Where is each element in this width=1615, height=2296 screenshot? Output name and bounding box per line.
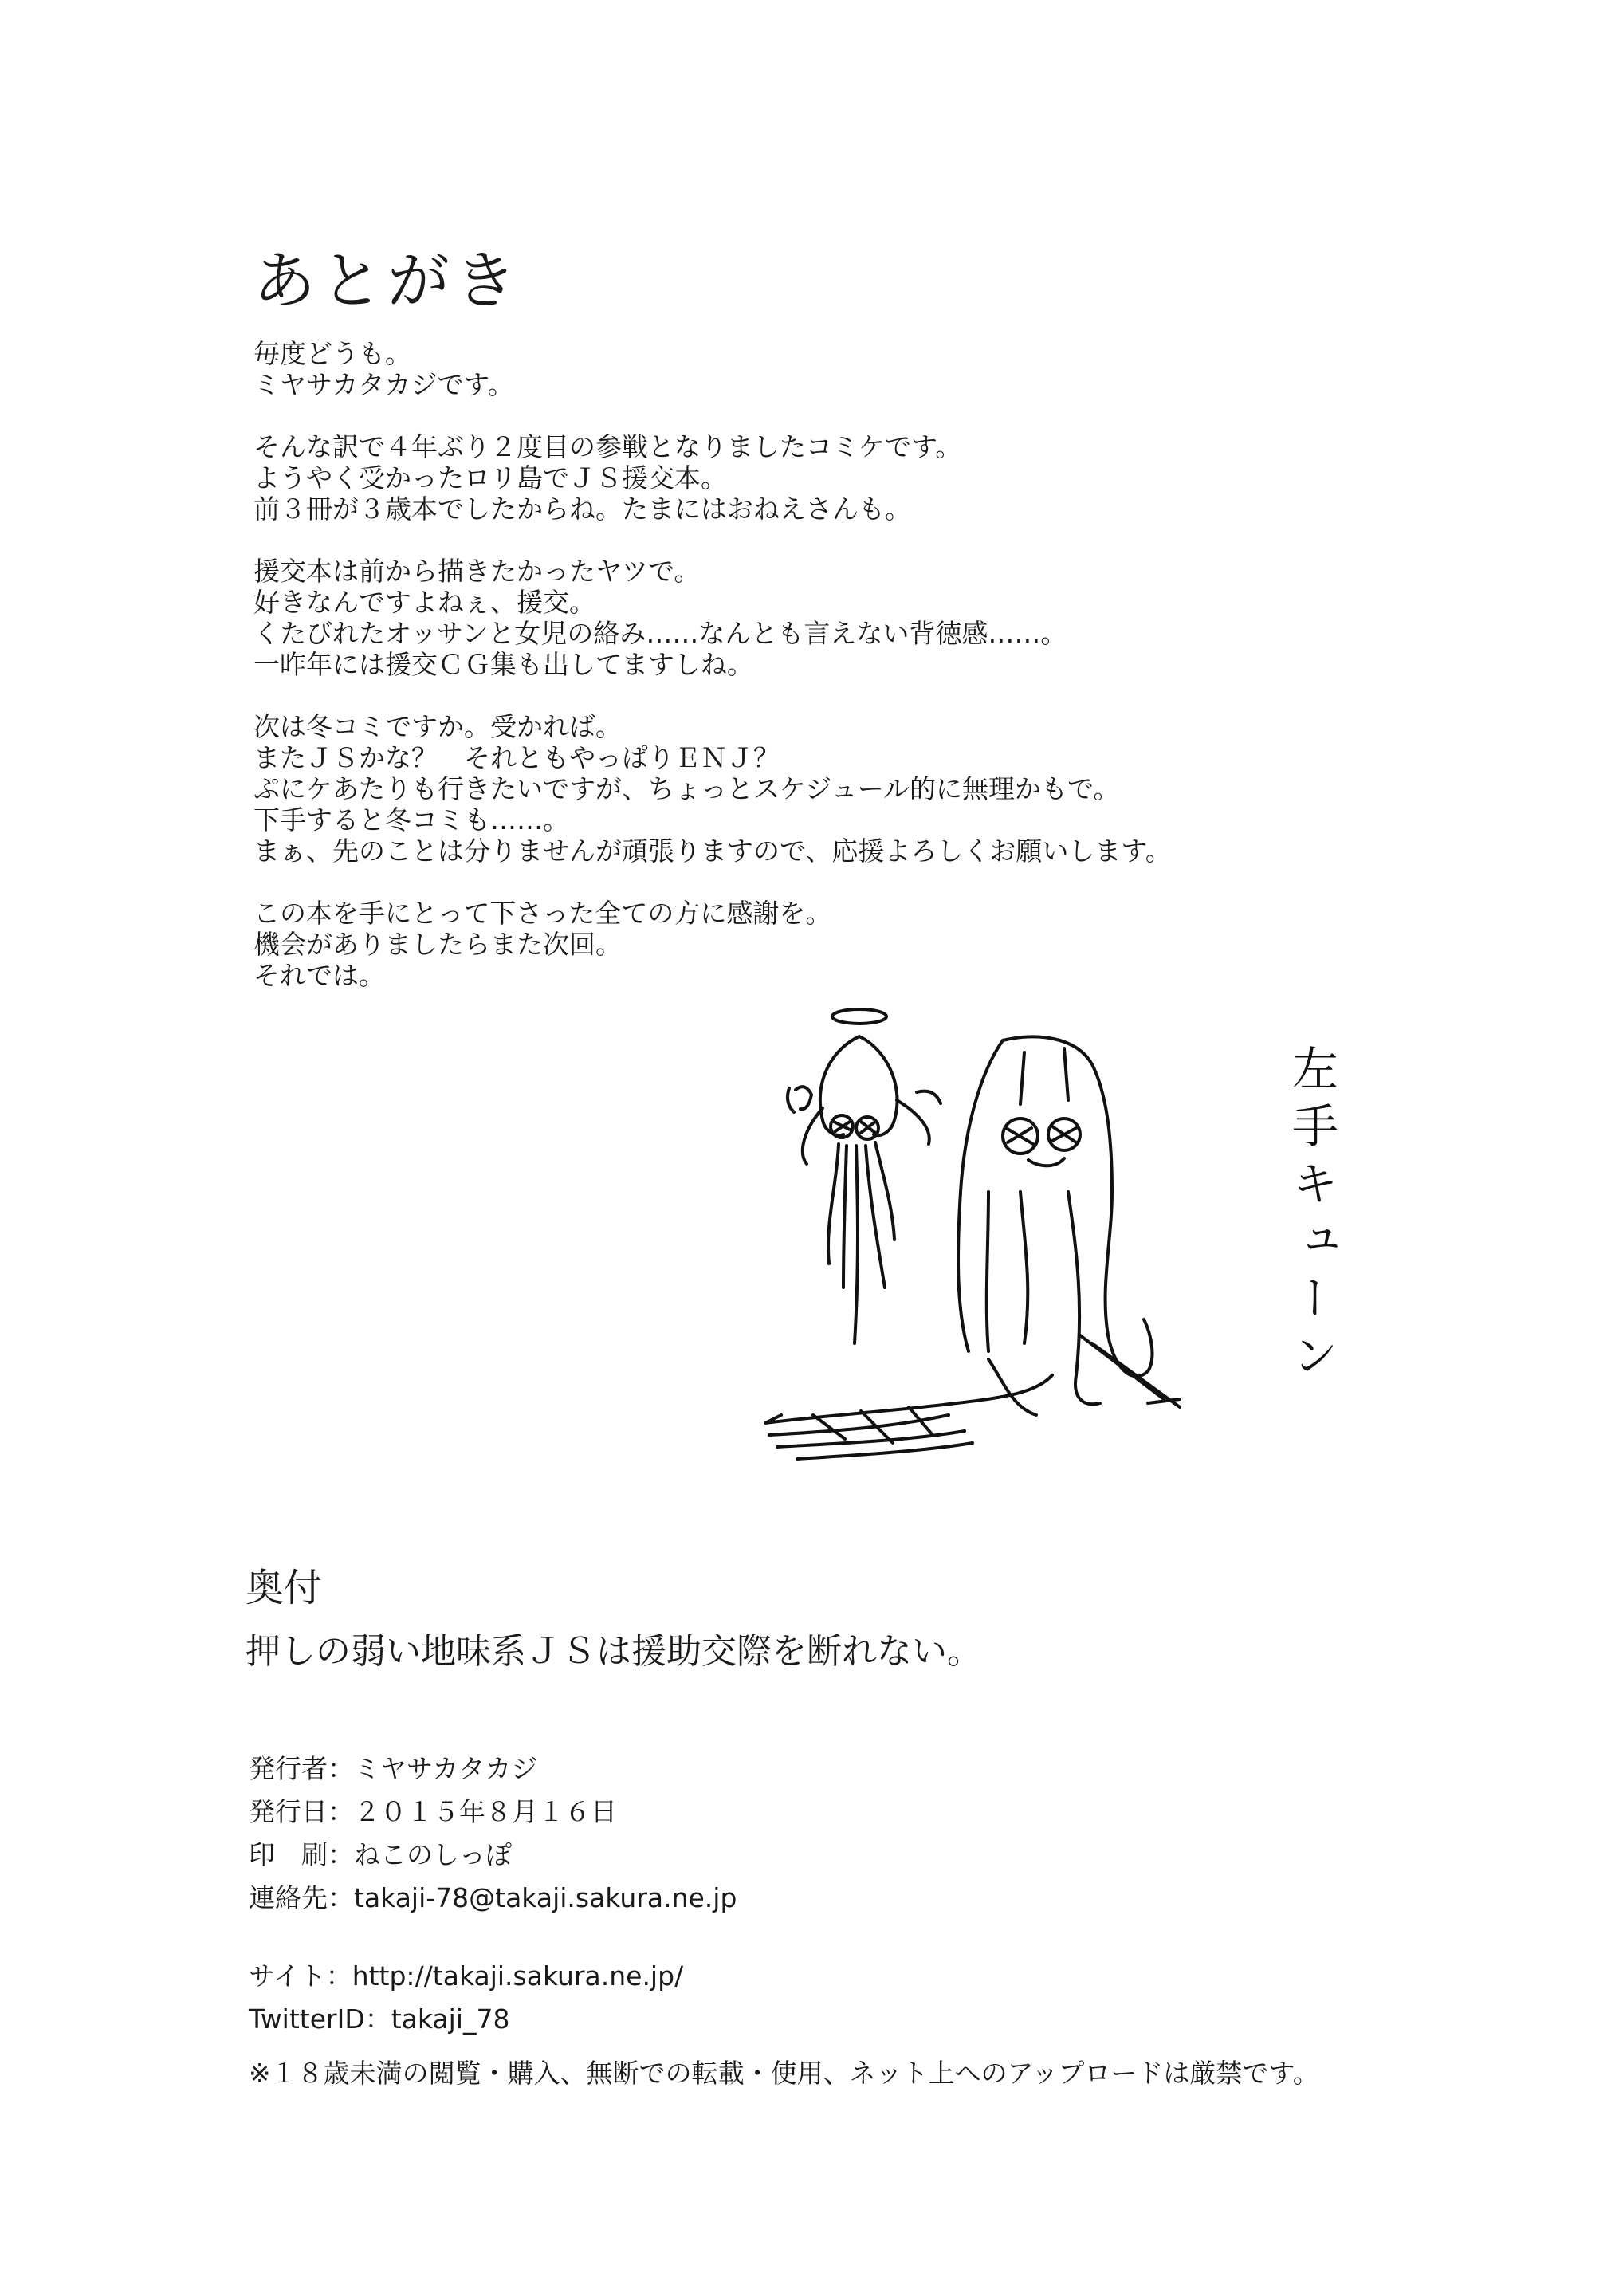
twitter-line: TwitterID：takaji_78 bbox=[249, 2003, 510, 2035]
afterword-line: ミヤサカタカジです。 bbox=[253, 369, 514, 400]
afterword-paragraph bbox=[253, 431, 1497, 525]
scribble-left bbox=[788, 1087, 811, 1112]
afterword-line: 好きなんですよねぇ、援交。 bbox=[253, 587, 595, 618]
right-figure-eyes bbox=[1003, 1119, 1080, 1166]
afterword-line: ぷにケあたりも行きたいですが、ちょっとスケジュール的に無理かもで。 bbox=[253, 773, 1120, 804]
afterword-line: 前３冊が３歳本でしたからね。たまにはおねえさんも。 bbox=[253, 493, 911, 525]
afterword-heading: あとがき bbox=[253, 246, 522, 318]
left-figure-tentacles bbox=[828, 1142, 894, 1343]
colophon-heading: 奥付 bbox=[246, 1566, 323, 1610]
afterword-line: 一昨年には援交ＣＧ集も出してますしね。 bbox=[253, 649, 753, 680]
publisher-line: 発行者：ミヤサカタカジ bbox=[249, 1753, 538, 1784]
afterword-line: 援交本は前から描きたかったヤツで。 bbox=[253, 556, 701, 587]
colophon-details bbox=[249, 1748, 737, 2041]
afterword-line: それでは。 bbox=[253, 960, 385, 991]
halo-icon bbox=[832, 1009, 886, 1024]
afterword-line: 毎度どうも。 bbox=[253, 338, 411, 369]
afterword-line: またＪＳかな？ それともやっぱりＥＮＪ？ bbox=[253, 742, 780, 773]
afterword-paragraph bbox=[253, 711, 1497, 867]
afterword-line: まぁ、先のことは分りませんが頑張りますので、応援よろしくお願いします。 bbox=[253, 835, 1172, 867]
printer-line: 印 刷：ねこのしっぽ bbox=[249, 1839, 512, 1870]
book-title: 押しの弱い地味系ＪＳは援助交際を断れない。 bbox=[246, 1631, 982, 1672]
publication-date-line: 発行日：２０１５年８月１６日 bbox=[249, 1796, 617, 1827]
left-figure-eyes bbox=[831, 1115, 878, 1139]
afterword-line: くたびれたオッサンと女児の絡み……なんとも言えない背徳感……。 bbox=[253, 618, 1067, 649]
afterword-paragraph bbox=[253, 556, 1497, 680]
afterword-line: そんな訳で４年ぶり２度目の参戦となりましたコミケです。 bbox=[253, 431, 962, 462]
age-restriction-notice: ※１８歳未満の閲覧・購入、無断での転載・使用、ネット上へのアップロードは厳禁です。 bbox=[249, 2058, 1319, 2089]
afterword-line: 機会がありましたらまた次回。 bbox=[253, 929, 622, 960]
afterword-line: ようやく受かったロリ島でＪＳ援交本。 bbox=[253, 462, 727, 493]
afterword-body bbox=[253, 338, 1497, 991]
afterword-line: この本を手にとって下さった全ての方に感謝を。 bbox=[253, 898, 832, 929]
afterword-line: 次は冬コミですか。受かれば。 bbox=[253, 711, 622, 742]
sketch-caption: 左手キューン bbox=[1284, 1044, 1338, 1389]
site-line: サイト：http://takaji.sakura.ne.jp/ bbox=[249, 1960, 684, 1991]
afterword-paragraph bbox=[253, 338, 1497, 400]
hand-drawn-sketch bbox=[749, 1001, 1387, 1491]
afterword-paragraph bbox=[253, 898, 1497, 991]
contact-line: 連絡先：takaji-78@takaji.sakura.ne.jp bbox=[249, 1882, 737, 1913]
ground-scribble bbox=[765, 1375, 1052, 1459]
afterword-line: 下手すると冬コミも……。 bbox=[253, 804, 569, 835]
